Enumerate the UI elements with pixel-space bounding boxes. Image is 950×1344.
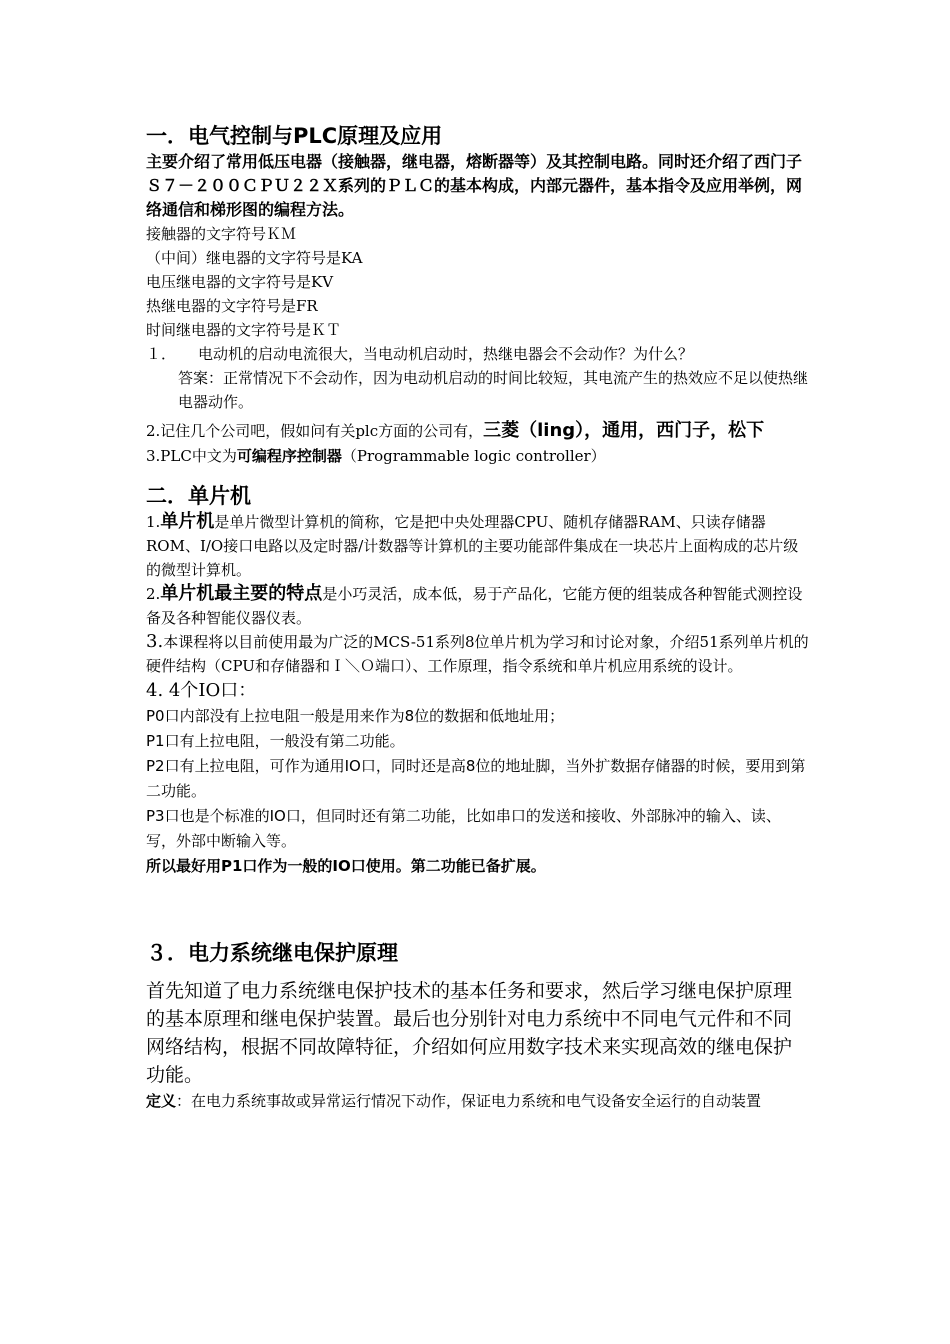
symbol-list: [146, 222, 810, 342]
definition: [146, 1089, 810, 1113]
item-3-prefix: 3.PLC中文为: [146, 447, 237, 465]
paragraph-2: [146, 582, 810, 630]
section-3-intro: 首先知道了电力系统继电保护技术的基本任务和要求，然后学习继电保护原理的基本原理和继电保护装置。最后也分别针对电力系统中不同电气元件和不同网络结构，根据不同故障特征，介绍如何应用数字技术来实现高效的继电保护功能。: [146, 980, 793, 1086]
item-2: [146, 418, 810, 444]
symbol-line: 时间继电器的文字符号是ＫＴ: [146, 321, 342, 339]
conclusion: 所以最好用P1口作为一般的IO口使用。第二功能已备扩展。: [146, 857, 546, 875]
section-2-title: 二．单片机: [146, 484, 251, 508]
item-2-companies: 三菱（ling），通用，西门子，松下: [483, 420, 765, 441]
paragraph-number: 2.: [146, 585, 161, 603]
paragraph-3: [146, 630, 810, 678]
definition-label: 定义: [146, 1092, 177, 1110]
paragraph-text: 本课程将以目前使用最为广泛的MCS-51系列8位单片机为学习和讨论对象，介绍51系列单片机的硬件结构（CPU和存储器和Ｉ＼Ｏ端口）、工作原理，指令系统和单片机应用系统的设计。: [146, 633, 809, 675]
item-3-bold: 可编程序控制器: [236, 447, 342, 465]
port-line: P3口也是个标准的IO口，但同时还有第二功能，比如串口的发送和接收、外部脉冲的输入、读、写，外部中断输入等。: [146, 807, 781, 850]
question-1: [146, 342, 810, 414]
paragraph-bold: 单片机: [160, 511, 215, 532]
symbol-line: 接触器的文字符号ＫＭ: [146, 225, 297, 243]
paragraph-number: 3.: [146, 631, 164, 652]
paragraph-text: 是单片微型计算机的简称，它是把中央处理器CPU、随机存储器RAM、只读存储器ROM、I/O接口电路以及定时器/计数器等计算机的主要功能部件集成在一块芯片上面构成的芯片级的微型计算机。: [146, 513, 799, 579]
port-line: P1口有上拉电阻，一般没有第二功能。: [146, 732, 405, 750]
section-3-title: ３．电力系统继电保护原理: [146, 941, 398, 965]
question-text: 电动机的启动电流很大，当电动机启动时，热继电器会不会动作？为什么？: [198, 345, 694, 363]
paragraph-1: [146, 510, 810, 582]
item-3: [146, 444, 810, 468]
document-page: [146, 122, 810, 1113]
port-line: P2口有上拉电阻，可作为通用IO口，同时还是高8位的地址脚，当外扩数据存储器的时候，要用到第二功能。: [146, 757, 806, 800]
symbol-line: 热继电器的文字符号是FR: [146, 297, 318, 315]
port-list: [146, 704, 810, 854]
definition-text: ：在电力系统事故或异常运行情况下动作，保证电力系统和电气设备安全运行的自动装置: [176, 1092, 762, 1110]
paragraph-bold: 单片机最主要的特点: [160, 583, 323, 604]
item-2-prefix: 2.记住几个公司吧，假如问有关plc方面的公司有，: [146, 422, 484, 440]
answer-text: 答案：正常情况下不会动作，因为电动机启动的时间比较短，其电流产生的热效应不足以使热继电器动作。: [178, 369, 809, 411]
question-number: １．: [146, 345, 177, 363]
paragraph-4: 4. 4个IO口：: [146, 680, 257, 701]
symbol-line: 电压继电器的文字符号是KV: [146, 273, 334, 291]
symbol-line: （中间）继电器的文字符号是KA: [146, 249, 363, 267]
paragraph-number: 1.: [146, 513, 161, 531]
section-1-title: 一．电气控制与PLC原理及应用: [146, 124, 443, 148]
item-3-suffix: （Programmable logic controller）: [341, 447, 606, 465]
section-1-intro: 主要介绍了常用低压电器（接触器，继电器，熔断器等）及其控制电路。同时还介绍了西门子Ｓ７－２００ＣＰＵ２２Ｘ系列的ＰＬＣ的基本构成，内部元器件，基本指令及应用举例，网络通信和梯形图的编程方法。: [146, 152, 803, 219]
port-line: P0口内部没有上拉电阻一般是用来作为8位的数据和低地址用；: [146, 707, 565, 725]
paragraph-text: 是小巧灵活，成本低，易于产品化，它能方便的组装成各种智能式测控设备及各种智能仪器仪表。: [146, 585, 803, 627]
